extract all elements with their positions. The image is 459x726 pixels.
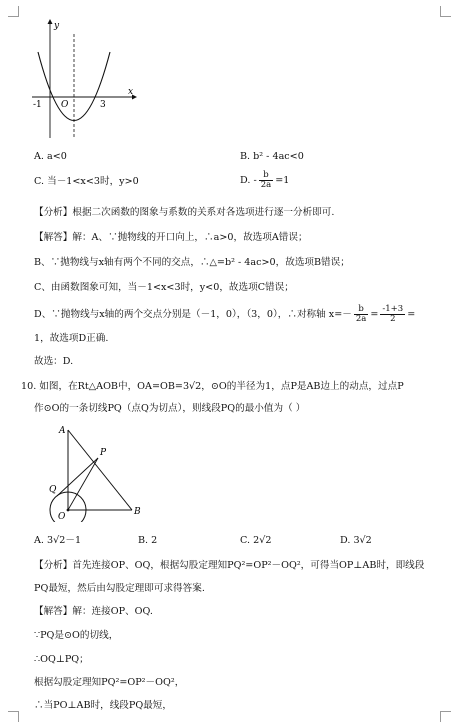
q9-option-b: B. b² - 4ac<0 (240, 151, 304, 162)
solution-9-line-d: D、∵抛物线与x轴的两个交点分别是（－1，0），（3，0），∴对称轴 x=－ $\frac{b}{2a}$ = $\frac{-1+3}{2}$ = (34, 304, 416, 324)
solution-d-text: D、∵抛物线与x轴的两个交点分别是（－1，0），（3，0），∴对称轴 x=－ (34, 309, 352, 320)
q9-option-a: A. a<0 (34, 151, 67, 162)
point-o-label: O (58, 512, 66, 522)
crop-mark-top-right (440, 6, 451, 17)
option-d-denominator: 2a (260, 180, 272, 190)
answer-9: 故选：D. (34, 356, 74, 367)
fraction-2-denominator: 2 (390, 314, 396, 324)
option-d-numerator: b (259, 171, 273, 181)
solution-10-line: ∴OQ⊥PQ； (34, 654, 89, 665)
crop-mark-bottom-left (8, 711, 19, 722)
q9-option-c: C. 当－1<x<3时，y>0 (34, 176, 139, 187)
crop-mark-bottom-right (440, 711, 451, 722)
equals-sign: = (407, 309, 416, 320)
origin-label: O (61, 100, 69, 110)
point-p-label: P (100, 448, 107, 458)
fraction-2-numerator: -1+3 (382, 304, 404, 314)
y-axis-label: y (54, 21, 60, 31)
point-q-label: Q (49, 485, 57, 495)
solution-9-line: B、∵抛物线与x轴有两个不同的交点，∴△=b² - 4ac>0，故选项B错误； (34, 257, 350, 268)
solution-9-line-d-cont: 1，故选项D正确. (34, 333, 109, 344)
fraction-1-denominator: 2a (355, 314, 367, 324)
solution-9-line: 【解答】解：A、∵抛物线的开口向上，∴a>0，故选项A错误； (34, 232, 308, 243)
analysis-10: 【分析】首先连接OP、OQ，根据勾股定理知PQ²=OP²－OQ²，可得当OP⊥AB时，即线段 (34, 560, 425, 571)
solution-10-line: ∵PQ是⊙O的切线， (34, 630, 119, 641)
x-axis-label: x (128, 87, 134, 97)
neg-one-label: -1 (33, 100, 42, 110)
axis-fraction-2 (380, 305, 405, 324)
three-label: 3 (100, 100, 106, 110)
solution-10-line: 根据勾股定理知PQ²=OP²－OQ²， (34, 677, 185, 688)
point-b-label: B (134, 507, 141, 517)
option-d-suffix: =1 (275, 175, 290, 186)
option-d-fraction (259, 171, 273, 190)
axis-fraction-1 (354, 305, 368, 324)
crop-mark-top-left (8, 6, 19, 17)
fraction-1-numerator: b (354, 305, 368, 315)
q10-option-d: D. 3√2 (340, 535, 372, 546)
q10-option-c: C. 2√2 (240, 535, 272, 546)
point-a-label: A (59, 426, 66, 436)
analysis-9: 【分析】根据二次函数的图象与系数的关系对各选项进行逐一分析即可. (34, 207, 335, 218)
option-d-prefix: D. - (240, 175, 257, 186)
solution-10-line: ∴当PO⊥AB时，线段PQ最短， (34, 700, 172, 711)
solution-9-line: C、由函数图象可知，当－1<x<3时，y<0，故选项C错误； (34, 282, 294, 293)
triangle-circle-figure (48, 422, 158, 522)
q10-option-b: B. 2 (138, 535, 158, 546)
q10-option-a: A. 3√2－1 (34, 535, 82, 546)
q9-option-d (240, 171, 289, 190)
parabola-figure (28, 14, 140, 142)
analysis-10-cont: PQ最短，然后由勾股定理即可求得答案. (34, 583, 205, 594)
question-10-title: 10. 如图，在Rt△AOB中，OA=OB=3√2，⊙O的半径为1，点P是AB边上的动点，过点P (21, 381, 404, 392)
question-10-title-cont: 作⊙O的一条切线PQ（点Q为切点），则线段PQ的最小值为（ ） (34, 403, 306, 414)
solution-10-line: 【解答】解：连接OP、OQ. (34, 606, 153, 617)
